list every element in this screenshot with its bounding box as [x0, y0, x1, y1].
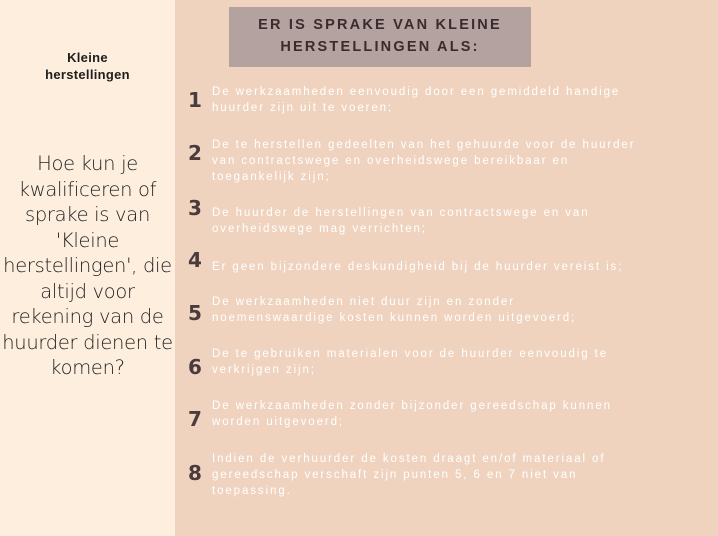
- item-text: De werkzaamheden eenvoudig door een gemiddeld handige huurder zijn uit te voeren;: [212, 86, 621, 114]
- item-text: Er geen bijzondere deskundigheid bij de huurder vereist is;: [212, 261, 624, 273]
- item-text: De werkzaamheden zonder bijzonder gereedschap kunnen worden uitgevoerd;: [212, 400, 612, 428]
- heading-line2: HERSTELLINGEN ALS:: [280, 39, 480, 55]
- heading-line1: ER IS SPRAKE VAN KLEINE: [258, 17, 502, 33]
- item-text: De te herstellen gedeelten van het gehuurde voor de huurder van contractswege en overheidswege bereikbaar en toegankelijk zijn;: [212, 139, 636, 183]
- item-number: 8: [188, 461, 202, 485]
- heading-box: [229, 7, 531, 67]
- item-text: De werkzaamheden niet duur zijn en zonder noemenswaardige kosten kunnen worden uitgevoerd;: [212, 296, 577, 324]
- section-title: [0, 49, 175, 83]
- left-panel: [0, 0, 175, 536]
- item-number: 7: [188, 407, 202, 431]
- item-text: Indien de verhuurder de kosten draagt en/of materiaal of gereedschap verschaft zijn punten 5, 6 en 7 niet van toepassing.: [212, 453, 606, 497]
- item-number: 1: [188, 88, 202, 112]
- item-number: 5: [188, 301, 202, 325]
- item-number: 3: [188, 196, 202, 220]
- item-text: De te gebruiken materialen voor de huurder eenvoudig te verkrijgen zijn;: [212, 348, 609, 376]
- question-text: Hoe kun je kwalificeren of sprake is van 'Kleine herstellingen', die altijd voor rekening van de huurder dienen te komen?: [2, 152, 173, 379]
- item-number: 4: [188, 248, 202, 272]
- item-number: 6: [188, 355, 202, 379]
- section-title-line2: herstellingen: [45, 67, 130, 82]
- item-number: 2: [188, 141, 202, 165]
- section-title-line1: Kleine: [67, 50, 108, 65]
- item-text: De huurder de herstellingen van contractswege en van overheidswege mag verrichten;: [212, 207, 590, 235]
